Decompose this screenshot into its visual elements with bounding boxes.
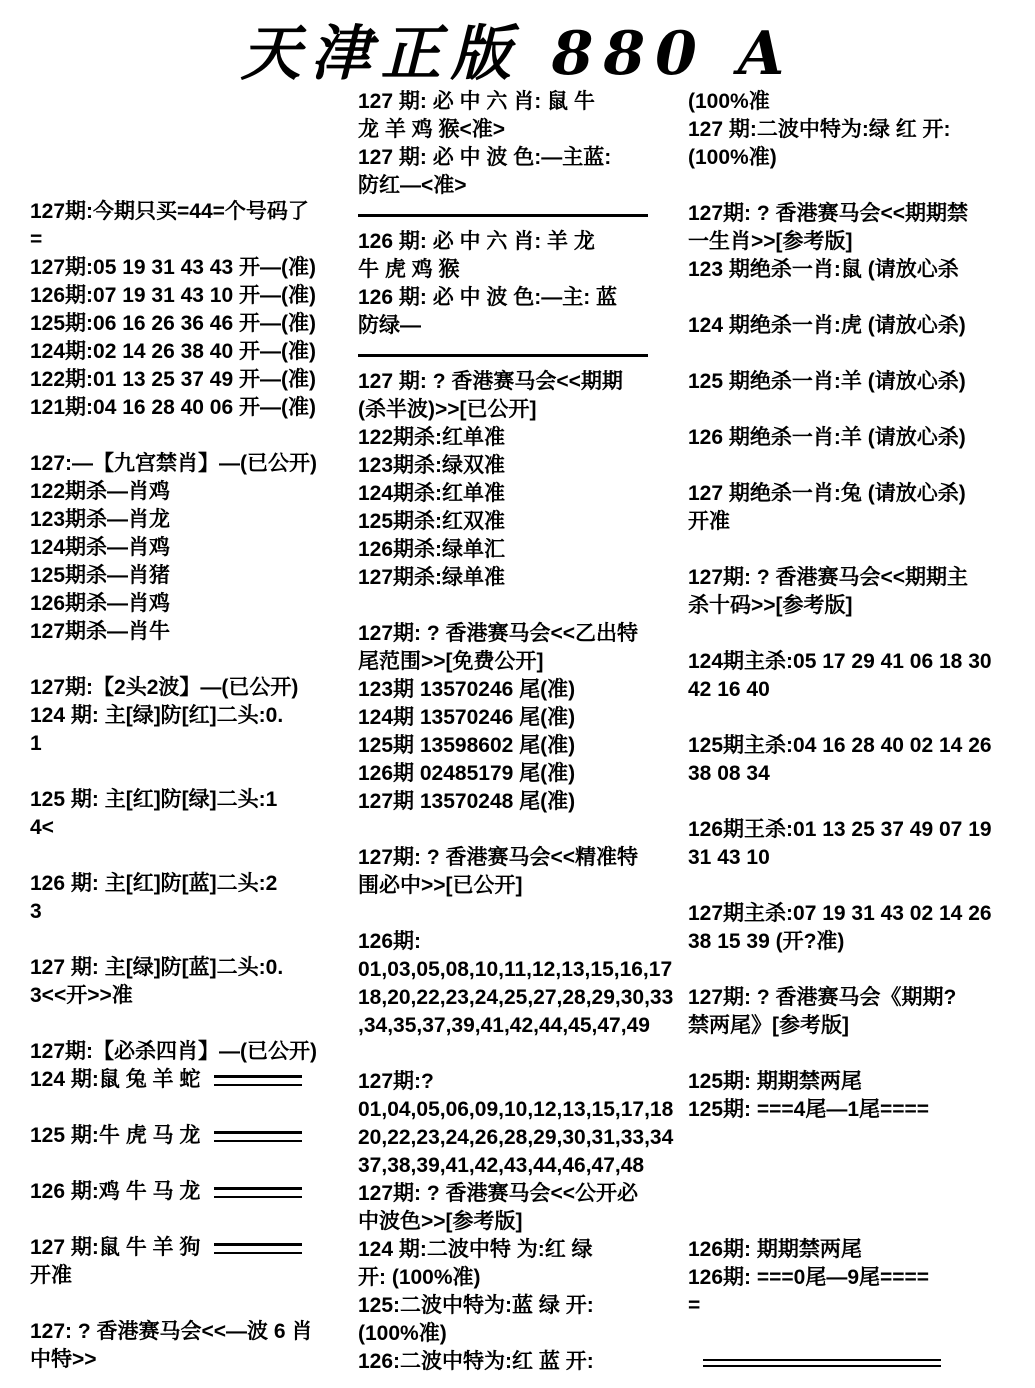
text-line xyxy=(688,592,1032,620)
text-line xyxy=(30,814,356,842)
text: 125 期: 主[红]防[绿]二头:1 xyxy=(30,788,278,811)
text: 围必中>>[已公开] xyxy=(358,874,523,897)
text: 124期杀—肖鸡 xyxy=(30,536,171,559)
text: 125期杀—肖猪 xyxy=(30,564,171,587)
text: 38 08 34 xyxy=(688,762,770,785)
text: 126期:07 19 31 43 10 开—(准) xyxy=(30,284,316,307)
column-middle xyxy=(358,88,674,1376)
text: 禁两尾》[参考版] xyxy=(688,1014,849,1037)
text: 125期:06 16 26 36 46 开—(准) xyxy=(30,312,316,335)
text-line xyxy=(688,340,1032,368)
text: 123期 13570246 尾(准) xyxy=(358,678,576,701)
text-line xyxy=(30,1094,356,1122)
text: 3<<开>>准 xyxy=(30,984,133,1007)
text-line xyxy=(358,592,660,620)
text-line xyxy=(30,1290,356,1318)
text-line xyxy=(358,1096,674,1124)
page-title: 天津正版 880 A xyxy=(240,19,795,89)
text-line xyxy=(358,984,674,1012)
text: 3 xyxy=(30,900,42,923)
text: 127: ? 香港赛马会<<—波 6 肖 xyxy=(30,1320,313,1343)
text-line xyxy=(30,646,356,674)
text-line xyxy=(358,648,660,676)
text-line xyxy=(688,1208,1032,1236)
text-line xyxy=(358,256,660,284)
text-line xyxy=(688,172,1032,200)
text-line xyxy=(30,702,356,730)
text: 126:二波中特为:红 蓝 开: xyxy=(358,1350,594,1373)
text: 124期杀:红单准 xyxy=(358,482,506,505)
text-line xyxy=(30,310,356,338)
text: 126 期绝杀一肖:羊 (请放心杀) xyxy=(688,426,966,449)
rule-line xyxy=(358,340,660,368)
text: 126期: xyxy=(358,930,422,953)
text: 127 期: 主[绿]防[蓝]二头:0. xyxy=(30,956,284,979)
text-line xyxy=(688,732,1032,760)
text: ,34,35,37,39,41,42,44,45,47,49 xyxy=(358,1014,650,1037)
text-line xyxy=(358,872,660,900)
text-line xyxy=(688,620,1032,648)
text-line xyxy=(688,564,1032,592)
text: 121期:04 16 28 40 06 开—(准) xyxy=(30,396,316,419)
text: 127期:【必杀四肖】—(已公开) xyxy=(30,1040,318,1063)
text: 127 期: ? 香港赛马会<<期期 xyxy=(358,370,623,393)
text-line xyxy=(358,1040,660,1068)
text-line xyxy=(30,758,356,786)
text-line xyxy=(358,1068,660,1096)
double-rule xyxy=(214,1187,302,1198)
text: 127:—【九宫禁肖】—(已公开) xyxy=(30,452,318,475)
text: 125期 13598602 尾(准) xyxy=(358,734,576,757)
text: = xyxy=(30,228,43,251)
text-line xyxy=(358,452,660,480)
text: 125期: 期期禁两尾 xyxy=(688,1070,862,1093)
text-line xyxy=(688,844,1032,872)
text: 尾范围>>[免费公开] xyxy=(358,650,544,673)
text-line xyxy=(688,900,1032,928)
text-line xyxy=(688,480,1032,508)
text: 127期:05 19 31 43 43 开—(准) xyxy=(30,256,316,279)
text: 127期 13570248 尾(准) xyxy=(358,790,576,813)
text: 127期:【2头2波】—(已公开) xyxy=(30,676,299,699)
text-line xyxy=(688,368,1032,396)
text-line xyxy=(688,396,1032,424)
text-line xyxy=(688,648,1032,676)
column-right xyxy=(688,88,1032,1376)
text-line xyxy=(688,704,1032,732)
text: 127期: ? 香港赛马会<<公开必 xyxy=(358,1182,639,1205)
text-line xyxy=(30,450,356,478)
text: 126 期: 主[红]防[蓝]二头:2 xyxy=(30,872,278,895)
text-line xyxy=(30,1178,356,1206)
text: 37,38,39,41,42,43,44,46,47,48 xyxy=(358,1154,645,1177)
text-line xyxy=(30,282,356,310)
text-line xyxy=(30,1206,356,1234)
text-line xyxy=(688,1124,1032,1152)
double-rule xyxy=(214,1075,302,1086)
text: 127 期: 必 中 六 肖: 鼠 牛 xyxy=(358,90,595,113)
text-line xyxy=(30,1346,356,1374)
text-line xyxy=(358,760,660,788)
text: 127期:? xyxy=(358,1070,434,1093)
text-line xyxy=(688,144,1032,172)
text-line xyxy=(688,1236,1032,1264)
text-line xyxy=(688,424,1032,452)
text: (100%准) xyxy=(358,1322,447,1345)
text: 中特>> xyxy=(30,1348,97,1371)
text-line xyxy=(688,200,1032,228)
text: 126期: ===0尾—9尾==== xyxy=(688,1266,930,1289)
text-line xyxy=(358,788,660,816)
text: 42 16 40 xyxy=(688,678,770,701)
text-line xyxy=(358,1236,660,1264)
column-left xyxy=(30,198,356,1374)
text-line xyxy=(30,562,356,590)
text-line xyxy=(688,956,1032,984)
text-line xyxy=(358,508,660,536)
text: 127期: ? 香港赛马会<<精准特 xyxy=(358,846,639,869)
text-line xyxy=(358,1012,660,1040)
text-line xyxy=(358,536,660,564)
text: 126 期: 必 中 六 肖: 羊 龙 xyxy=(358,230,595,253)
text: 31 43 10 xyxy=(688,846,770,869)
text: 125 期绝杀一肖:羊 (请放心杀) xyxy=(688,370,966,393)
text: 127期: ? 香港赛马会<<期期主 xyxy=(688,566,969,589)
text-line xyxy=(30,254,356,282)
text: 127期: ? 香港赛马会<<乙出特 xyxy=(358,622,639,645)
text: 126 期: 必 中 波 色:—主: 蓝 xyxy=(358,286,618,309)
text-line xyxy=(688,1012,1032,1040)
text-line xyxy=(358,704,660,732)
text: 122期杀—肖鸡 xyxy=(30,480,171,503)
text-line xyxy=(30,786,356,814)
text: 125期: ===4尾—1尾==== xyxy=(688,1098,930,1121)
text-line xyxy=(30,926,356,954)
text: 124 期绝杀一肖:虎 (请放心杀) xyxy=(688,314,966,337)
text-line xyxy=(358,732,660,760)
text-line xyxy=(30,394,356,422)
text: 125:二波中特为:蓝 绿 开: xyxy=(358,1294,594,1317)
text-line xyxy=(30,1234,356,1262)
text-line xyxy=(688,928,1032,956)
text-line xyxy=(358,900,660,928)
text-line xyxy=(358,144,660,172)
text-line xyxy=(30,982,356,1010)
text: 127 期绝杀一肖:兔 (请放心杀) xyxy=(688,482,966,505)
text: (杀半波)>>[已公开] xyxy=(358,398,537,421)
text-line xyxy=(358,928,660,956)
text: 127期杀:绿单准 xyxy=(358,566,506,589)
text: 1 xyxy=(30,732,42,755)
text-line xyxy=(688,676,1032,704)
text-line xyxy=(358,1292,660,1320)
text: 开准 xyxy=(30,1264,72,1287)
text-line xyxy=(30,338,356,366)
text-line xyxy=(30,1038,356,1066)
text-line xyxy=(688,88,1032,116)
text: 4< xyxy=(30,816,54,839)
text: 126期: 期期禁两尾 xyxy=(688,1238,862,1261)
text: 122期:01 13 25 37 49 开—(准) xyxy=(30,368,316,391)
text: = xyxy=(688,1294,701,1317)
text: 126期王杀:01 13 25 37 49 07 19 xyxy=(688,818,992,841)
text-line xyxy=(358,1124,674,1152)
text-line xyxy=(358,676,660,704)
text-line xyxy=(688,1320,1032,1348)
text-line xyxy=(358,956,673,984)
text: 126 期:鸡 牛 马 龙 xyxy=(30,1180,201,1203)
text: 01,03,05,08,10,11,12,13,15,16,17 xyxy=(358,958,673,981)
text: (100%准 xyxy=(688,90,770,113)
text-line xyxy=(30,198,356,226)
text: 20,22,23,24,26,28,29,30,31,33,34 xyxy=(358,1126,674,1149)
text-line xyxy=(358,564,660,592)
text: 124 期:鼠 兔 羊 蛇 xyxy=(30,1068,201,1091)
text: 122期杀:红单准 xyxy=(358,426,506,449)
text: 124期 13570246 尾(准) xyxy=(358,706,576,729)
text-line xyxy=(30,506,356,534)
rule-line xyxy=(688,1348,1032,1376)
text-line xyxy=(358,284,660,312)
text-line xyxy=(358,1208,660,1236)
text: 124 期:二波中特 为:红 绿 xyxy=(358,1238,593,1261)
text-line xyxy=(688,1292,1032,1320)
text: 125 期:牛 虎 马 龙 xyxy=(30,1124,201,1147)
text-line xyxy=(358,1152,660,1180)
text-line xyxy=(30,674,356,702)
text: 127期杀—肖牛 xyxy=(30,620,171,643)
text-line xyxy=(358,396,660,424)
text-line xyxy=(358,172,660,200)
text: 126期杀:绿单汇 xyxy=(358,538,506,561)
text-line xyxy=(688,256,1032,284)
text-line xyxy=(30,534,356,562)
text-line xyxy=(30,898,356,926)
text-line xyxy=(358,480,660,508)
text-line xyxy=(688,312,1032,340)
text-line xyxy=(688,452,1032,480)
text-line xyxy=(358,1348,660,1376)
text-line xyxy=(358,368,660,396)
text: 127 期: 必 中 波 色:—主蓝: xyxy=(358,146,612,169)
text: 牛 虎 鸡 猴 xyxy=(358,258,460,281)
text-line xyxy=(358,116,660,144)
text-line xyxy=(358,424,660,452)
text-line xyxy=(30,366,356,394)
text-line xyxy=(688,816,1032,844)
text-line xyxy=(358,844,660,872)
text-line xyxy=(688,508,1032,536)
text-line xyxy=(30,478,356,506)
text-line xyxy=(358,816,660,844)
text-line xyxy=(30,1010,356,1038)
text: 127期:今期只买=44=个号码了 xyxy=(30,200,309,223)
text: 126期杀—肖鸡 xyxy=(30,592,171,615)
text-line xyxy=(688,536,1032,564)
text-line xyxy=(688,984,1032,1012)
text-line xyxy=(30,1150,356,1178)
text: (100%准) xyxy=(688,146,777,169)
text: 开准 xyxy=(688,510,730,533)
text-line xyxy=(30,954,356,982)
text: 127 期:鼠 牛 羊 狗 xyxy=(30,1236,201,1259)
text: 127期: ? 香港赛马会<<期期禁 xyxy=(688,202,969,225)
text-line xyxy=(358,1180,660,1208)
text-line xyxy=(30,870,356,898)
text-line xyxy=(688,872,1032,900)
text: 杀十码>>[参考版] xyxy=(688,594,853,617)
text: 126期 02485179 尾(准) xyxy=(358,762,576,785)
text: 123期杀—肖龙 xyxy=(30,508,171,531)
text: 127期: ? 香港赛马会《期期? xyxy=(688,986,957,1009)
text: 中波色>>[参考版] xyxy=(358,1210,523,1233)
text-line xyxy=(358,312,660,340)
text-line xyxy=(30,422,356,450)
text: 防绿— xyxy=(358,314,421,337)
text-line xyxy=(30,618,356,646)
text: 防红—<准> xyxy=(358,174,467,197)
text: 124 期: 主[绿]防[红]二头:0. xyxy=(30,704,284,727)
double-rule xyxy=(214,1243,302,1254)
text: 龙 羊 鸡 猴<准> xyxy=(358,118,506,141)
text-line xyxy=(30,730,356,758)
text-line xyxy=(688,1040,1032,1068)
text-line xyxy=(30,1066,356,1094)
text-line xyxy=(358,620,660,648)
text-line xyxy=(30,590,356,618)
text-line xyxy=(30,842,356,870)
text-line xyxy=(30,226,356,254)
text-line xyxy=(688,1068,1032,1096)
text-line xyxy=(688,228,1032,256)
text-line xyxy=(688,1180,1032,1208)
text: 38 15 39 (开?准) xyxy=(688,930,845,953)
text-line xyxy=(30,1262,356,1290)
text: 开: (100%准) xyxy=(358,1266,481,1289)
text-line xyxy=(358,1320,660,1348)
text: 127 期:二波中特为:绿 红 开: xyxy=(688,118,951,141)
text: 124期主杀:05 17 29 41 06 18 30 xyxy=(688,650,992,673)
double-rule xyxy=(214,1131,302,1142)
text-line xyxy=(358,88,660,116)
text-line xyxy=(358,228,660,256)
text-line xyxy=(688,788,1032,816)
text-line xyxy=(358,1264,660,1292)
text-line xyxy=(688,760,1032,788)
text-line xyxy=(688,1264,1032,1292)
text-line xyxy=(688,1152,1032,1180)
text: 18,20,22,23,24,25,27,28,29,30,33 xyxy=(358,986,674,1009)
text: 124期:02 14 26 38 40 开—(准) xyxy=(30,340,316,363)
text-line xyxy=(688,284,1032,312)
text: 123期杀:绿双准 xyxy=(358,454,506,477)
text: 01,04,05,06,09,10,12,13,15,17,18 xyxy=(358,1098,674,1121)
rule-line xyxy=(358,200,660,228)
text-line xyxy=(30,1122,356,1150)
text: 一生肖>>[参考版] xyxy=(688,230,853,253)
text: 125期主杀:04 16 28 40 02 14 26 xyxy=(688,734,992,757)
text-line xyxy=(688,1096,1032,1124)
text: 123 期绝杀一肖:鼠 (请放心杀 xyxy=(688,258,959,281)
text-line xyxy=(688,116,1032,144)
text-line xyxy=(30,1318,356,1346)
text: 125期杀:红双准 xyxy=(358,510,506,533)
text: 127期主杀:07 19 31 43 02 14 26 xyxy=(688,902,992,925)
